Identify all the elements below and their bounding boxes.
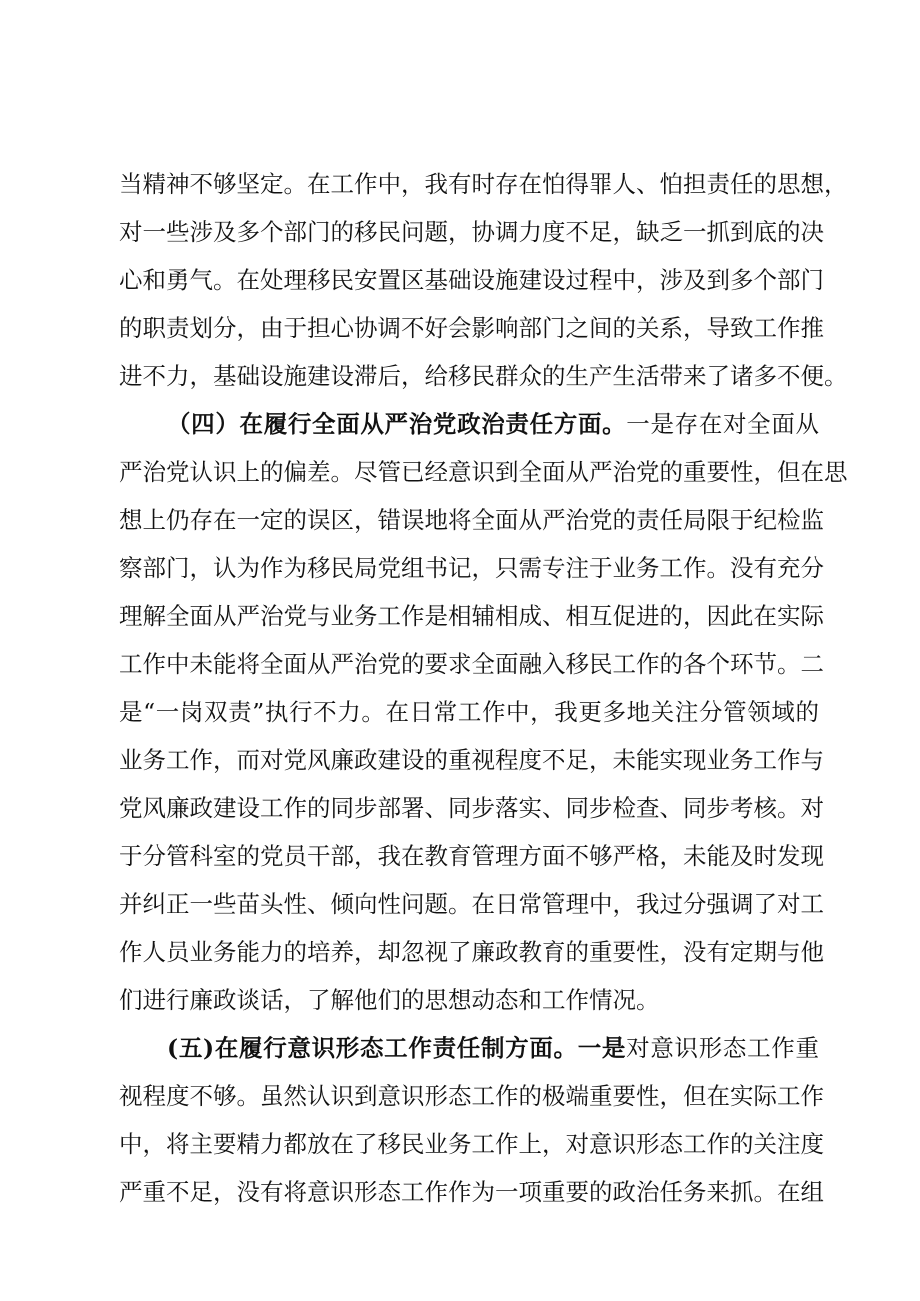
text-line [119, 935, 824, 969]
text-segment: 对一些涉及多个部门的移民问题，协调力度不足，缺乏一抓到底的决 [119, 218, 824, 246]
text-segment: 视程度不够。虽然认识到意识形态工作的极端重要性，但在实际工作 [119, 1082, 824, 1110]
text-segment: 中，将主要精力都放在了移民业务工作上，对意识形态工作的关注度 [119, 1130, 824, 1158]
text-line [119, 647, 824, 681]
text-segment: 严治党认识上的偏差。尽管已经意识到全面从严治党的重要性，但在思 [119, 458, 848, 486]
text-line [119, 503, 824, 537]
text-segment: 对意识形态工作重 [626, 1034, 820, 1062]
text-line [119, 791, 824, 825]
text-line [119, 263, 824, 297]
section-heading-5 [167, 1031, 819, 1065]
text-line [119, 455, 848, 489]
section-heading-4 [167, 407, 819, 441]
text-line [119, 1175, 824, 1209]
text-segment: 作人员业务能力的培养，却忽视了廉政教育的重要性，没有定期与他 [119, 938, 824, 966]
text-segment: 的职责划分，由于担心协调不好会影响部门之间的关系，导致工作推 [119, 314, 824, 342]
text-segment: 们进行廉政谈话，了解他们的思想动态和工作情况。 [119, 986, 660, 1014]
text-segment: 心和勇气。在处理移民安置区基础设施建设过程中，涉及到多个部门 [119, 266, 824, 294]
section-heading-bold: (五)在履行意识形态工作责任制方面。一是 [167, 1034, 627, 1062]
text-line [119, 983, 819, 1017]
text-segment: 工作中未能将全面从严治党的要求全面融入移民工作的各个环节。二 [119, 650, 824, 678]
text-line [119, 1079, 824, 1113]
section-heading-bold: （四）在履行全面从严治党政治责任方面。 [167, 410, 627, 438]
text-line [119, 1127, 824, 1161]
text-segment: 理解全面从严治党与业务工作是相辅相成、相互促进的，因此在实际 [119, 602, 824, 630]
text-line [119, 215, 824, 249]
text-line [119, 695, 819, 729]
text-segment: 一是存在对全面从 [626, 410, 820, 438]
text-line [119, 887, 824, 921]
text-line [119, 743, 824, 777]
text-line [119, 167, 848, 201]
text-segment: 严重不足，没有将意识形态工作作为一项重要的政治任务来抓。在组 [119, 1178, 824, 1206]
text-line [119, 599, 824, 633]
text-segment: 察部门，认为作为移民局党组书记，只需专注于业务工作。没有充分 [119, 554, 824, 582]
text-line [119, 551, 824, 585]
text-segment: 并纠正一些苗头性、倾向性问题。在日常管理中，我过分强调了对工 [119, 890, 824, 918]
text-segment: 进不力，基础设施建设滞后，给移民群众的生产生活带来了诸多不便。 [119, 362, 848, 390]
text-segment: 于分管科室的党员干部，我在教育管理方面不够严格，未能及时发现 [119, 842, 824, 870]
text-segment: 业务工作，而对党风廉政建设的重视程度不足，未能实现业务工作与 [119, 746, 824, 774]
text-segment: 当精神不够坚定。在工作中，我有时存在怕得罪人、怕担责任的思想， [119, 170, 848, 198]
text-line [119, 311, 824, 345]
text-segment: 是“一岗双责”执行不力。在日常工作中，我更多地关注分管领域的 [119, 698, 819, 726]
text-line [119, 839, 824, 873]
text-segment: 党风廉政建设工作的同步部署、同步落实、同步检查、同步考核。对 [119, 794, 824, 822]
text-line [119, 359, 848, 393]
text-segment: 想上仍存在一定的误区，错误地将全面从严治党的责任局限于纪检监 [119, 506, 824, 534]
